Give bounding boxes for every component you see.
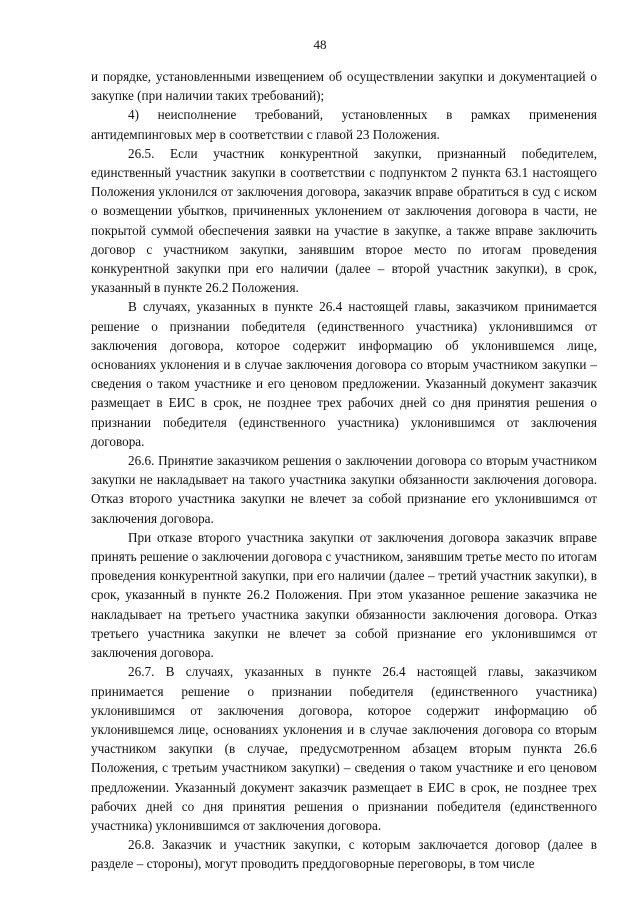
paragraph-item-4: 4) неисполнение требований, установленных в рамках применения антидемпинговых мер в соответствии с главой 23 Положения. (91, 107, 597, 142)
paragraph-26-5: 26.5. Если участник конкурентной закупки, признанный победителем, единственный участник закупки в соответствии с подпунктом 2 пункта 63.1 настоящего Положения уклонился от заключения договора, заказчик вправе обратиться в суд с иском о возмещении убытков, причиненных уклонением от заключения договора в части, не покрытой суммой обеспечения заявки на участие в закупке, а также вправе заключить договор с участником закупки, занявшим второе место по итогам проведения конкурентной закупки при его наличии (далее – второй участник закупки), в срок, указанный в пункте 26.2 Положения. (91, 145, 597, 296)
paragraph-26-8: 26.8. Заказчик и участник закупки, с которым заключается договор (далее в разделе – стороны), могут проводить преддоговорные переговоры, в том числе (91, 837, 597, 872)
page-number: 48 (313, 37, 327, 52)
paragraph-continuation: и порядке, установленными извещением об осуществлении закупки и документацией о закупке (при наличии таких требований); (91, 69, 597, 104)
document-body (91, 67, 597, 874)
paragraph-26-6-refusal: При отказе второго участника закупки от заключения договора заказчик вправе принять решение о заключении договора с участником, занявшим третье место по итогам проведения конкурентной закупки, при его наличии (далее – третий участник закупки), в срок, указанный в пункте 26.2 Положения. При этом указанное решение заказчика не накладывает на третьего участника закупки обязанности заключения договора. Отказ третьего участника закупки не влечет за собой признание его уклонившимся от заключения договора. (91, 529, 597, 661)
paragraph-26-5-decision: В случаях, указанных в пункте 26.4 настоящей главы, заказчиком принимается решение о признании победителя (единственного участника) уклонившимся от заключения договора, которое содержит информацию об уклонившемся лице, основаниях уклонения и в случае заключения договора со вторым участником закупки – сведения о таком участнике и его ценовом предложении. Указанный документ заказчик размещает в ЕИС в срок, не позднее трех рабочих дней со дня принятия решения о признании победителя (единственного участника) уклонившимся от заключения договора. (91, 299, 597, 449)
paragraph-26-7: 26.7. В случаях, указанных в пункте 26.4 настоящей главы, заказчиком принимается решение о признании победителя (единственного участника) уклонившимся от заключения договора, которое содержит информацию об уклонившемся лице, основаниях уклонения и в случае заключения договора со вторым участником закупки (в случае, предусмотренном абзацем вторым пункта 26.6 Положения, с третьим участником закупки) – сведения о таком участнике и его ценовом предложении. Указанный документ заказчик размещает в ЕИС в срок, не позднее трех рабочих дней со дня принятия решения о признании победителя (единственного участника) уклонившимся от заключения договора. (91, 664, 597, 833)
paragraph-26-6: 26.6. Принятие заказчиком решения о заключении договора со вторым участником закупки не накладывает на такого участника закупки обязанности заключения договора. Отказ второго участника закупки не влечет за собой признание его уклонившимся от заключения договора. (91, 453, 597, 526)
